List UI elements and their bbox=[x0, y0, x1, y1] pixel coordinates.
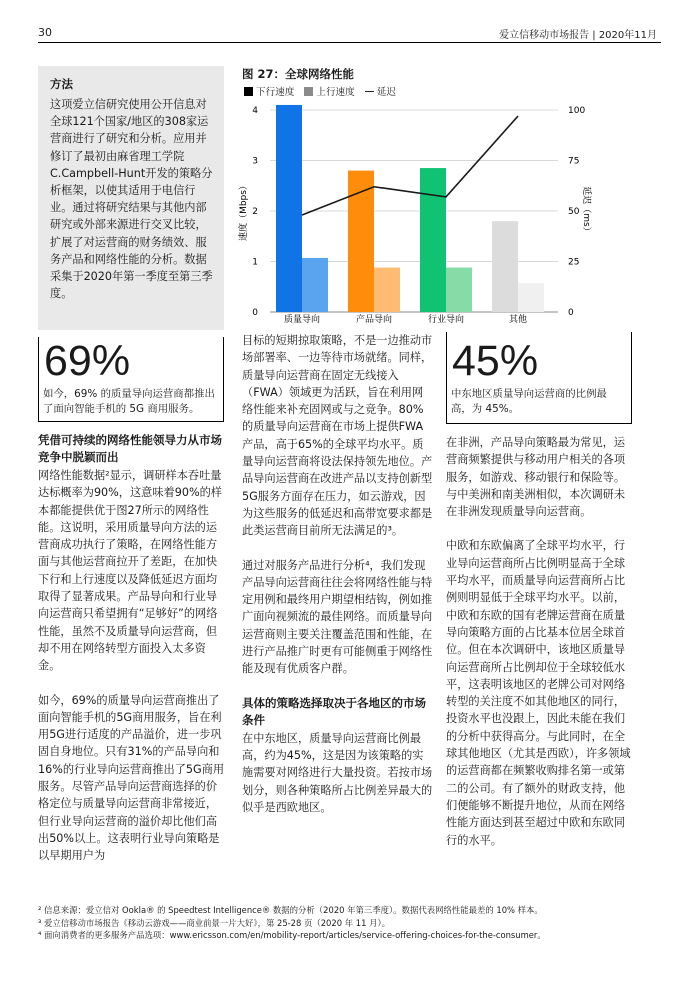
page-number: 30 bbox=[38, 26, 52, 39]
y2-tick-label: 0 bbox=[568, 308, 574, 318]
bar-downlink bbox=[276, 105, 302, 312]
x-tick-label: 质量导向 bbox=[283, 315, 321, 325]
header-rule bbox=[38, 42, 661, 43]
legend-item-latency bbox=[365, 84, 396, 98]
stat-value: 69% bbox=[44, 337, 131, 385]
network-performance-chart bbox=[232, 98, 592, 330]
legend-swatch bbox=[304, 87, 313, 96]
legend-label: 上行速度 bbox=[316, 87, 355, 98]
y2-tick-label: 50 bbox=[568, 207, 580, 217]
x-tick-label: 产品导向 bbox=[355, 315, 393, 325]
method-body: 这项爱立信研究使用公开信息对全球121个国家/地区的308家运营商进行了研究和分析。应用并修订了最初由麻省理工学院C.Campbell-Hunt开发的策略分析框架，以使其适用于电信行业。通过将研究结果与其他内部研究或外部来源进行交叉比较，扩展了对运营商的财务绩效、服务产品和网络性能的分析。数据采集于2020年第一季度至第三季度。 bbox=[50, 98, 213, 301]
footnotes bbox=[38, 904, 668, 942]
paragraph: 中欧和东欧偏离了全球平均水平，行业导向运营商所占比例明显高于全球平均水平，而质量导向运营商所占比例则明显低于全球平均水平。以前，中欧和东欧的国有老牌运营商在质量导向策略方面的占比基本位居全球首位。但在本次调研中，该地区质量导向运营商所占比例却位于全球较低水平，这表明该地区的老牌公司对网络转型的关注度不如其他地区的同行，投资水平也没跟上，因此未能在我们的分析中获得高分。与此同时，在全球其他地区（尤其是西欧），许多领域的运营商都在频繁收购排名第一或第二的公司。有了额外的财政支持，他们便能够不断提升地位，从而在网络性能方面达到甚至超过中欧和东欧同行的水平。 bbox=[446, 539, 631, 847]
y2-axis-label: 延迟（ms） bbox=[581, 186, 591, 236]
bar-uplink bbox=[446, 268, 472, 312]
stat-text: 中东地区质量导向运营商的比例最高，为 45%。 bbox=[451, 388, 607, 415]
column-middle bbox=[242, 332, 434, 833]
footnote-2: ² 信息来源：爱立信对 Ookla® 的 Speedtest Intelligence® 数据的分析（2020 年第三季度）。数据代表网络性能最差的 10% 样本。 bbox=[38, 905, 543, 915]
stat-callout-45 bbox=[446, 332, 632, 424]
column-left bbox=[38, 432, 226, 882]
footnote-4: ⁴ 面向消费者的更多服务产品选项：www.ericsson.com/en/mobility-report/articles/service-offering-choices-for-the-consumer。 bbox=[38, 930, 546, 940]
y-tick-label: 4 bbox=[252, 106, 258, 116]
column-right bbox=[446, 434, 636, 866]
bar-uplink bbox=[374, 268, 400, 312]
chart-title: 图 27：全球网络性能 bbox=[242, 67, 355, 81]
y-axis-label: 速度（Mbps） bbox=[239, 181, 249, 241]
y-tick-label: 1 bbox=[252, 257, 258, 268]
paragraph: 通过对服务产品进行分析⁴，我们发现产品导向运营商往往会将网络性能与特定用例和最终用户期望相结钩，例如推广面向视频流的最佳网络。而质量导向运营商则主要关注覆盖范围和性能，在进行产品推广时更有可能侧重于网络性能及现有优质客户群。 bbox=[242, 558, 433, 676]
paragraph: 网络性能数据²显示，调研样本吞吐量达标概率为90%，这意味着90%的样本都能提供优于图27所示的网络性能。这说明，采用质量导向方法的运营商成功执行了策略，在网络性能方面与其他运营商拉开了差距，在加快下行和上行速度以及降低延迟方面均取得了显著成果。产品导向和行业导向运营商只希望拥有“足够好”的网络性能，虽然不及质量导向运营商，但却不用在网络转型方面投入太多资金。 bbox=[38, 469, 222, 673]
legend-item-downlink bbox=[244, 84, 294, 98]
paragraph: 如今，69%的质量导向运营商推出了面向智能手机的5G商用服务，旨在利用5G进行适度的产品溢价，进一步巩固自身地位。只有31%的产品导向和16%的行业导向运营商推出了5G商用服务。尽管产品导向运营商选择的价格定位与质量导向运营商非常接近，但行业导向运营商的溢价却比他们高出50%以上。这表明行业导向策略是以早期用户为 bbox=[38, 693, 225, 863]
legend-label: 下行速度 bbox=[256, 87, 295, 98]
legend-label: 延迟 bbox=[376, 87, 396, 98]
y-tick-label: 3 bbox=[252, 156, 258, 167]
chart-legend bbox=[244, 84, 406, 98]
bar-downlink bbox=[420, 168, 446, 312]
bar-downlink bbox=[492, 221, 518, 312]
x-tick-label: 其他 bbox=[508, 315, 528, 325]
stat-callout-69 bbox=[38, 337, 224, 422]
legend-item-uplink bbox=[304, 84, 354, 98]
paragraph: 在非洲，产品导向策略最为常见，运营商频繁提供与移动用户相关的各项服务，如游戏、移动银行和保险等。与中美洲和南美洲相似，本次调研未在非洲发现质量导向运营商。 bbox=[446, 436, 626, 519]
stat-text: 如今，69% 的质量导向运营商都推出了面向智能手机的 5G 商用服务。 bbox=[43, 388, 215, 415]
latency-line bbox=[302, 116, 518, 215]
bar-uplink bbox=[518, 283, 544, 312]
method-box bbox=[38, 66, 224, 330]
stat-value: 45% bbox=[452, 337, 539, 385]
y-tick-label: 2 bbox=[252, 207, 258, 217]
paragraph: 目标的短期掠取策略，不是一边推动市场部署率、一边等待市场就绪。同样，质量导向运营商在固定无线接入（FWA）领域更为活跃，旨在利用网络性能来补充固网或与之竞争。80%的质量导向运营商在市场上提供FWA产品，高于65%的全球平均水平。质量导向运营商将设法保持领先地位。产品导向运营商在改进产品以支持创新型5G服务方面存在压力，如云游戏，因为这些服务的低延迟和高带宽要求都是此类运营商目前所无法满足的³。 bbox=[242, 334, 433, 538]
y2-tick-label: 100 bbox=[568, 106, 586, 116]
y2-tick-label: 25 bbox=[568, 257, 580, 268]
legend-line-swatch bbox=[365, 91, 374, 92]
method-heading: 方法 bbox=[50, 77, 73, 91]
paragraph: 在中东地区，质量导向运营商比例最高，约为45%，这是因为该策略的实施需要对网络进行大量投资。若按市场划分，则各种策略所占比例差异最大的似乎是西欧地区。 bbox=[242, 731, 433, 814]
section-heading-regional-strategy: 具体的策略选择取决于各地区的市场条件 bbox=[242, 695, 426, 727]
report-title: 爱立信移动市场报告 | 2020年11月 bbox=[499, 30, 657, 41]
bar-uplink bbox=[302, 258, 328, 312]
section-heading-network-leadership: 凭借可持续的网络性能领导力从市场竞争中脱颖而出 bbox=[38, 433, 222, 464]
y2-tick-label: 75 bbox=[568, 156, 580, 167]
footnote-3: ³ 爱立信移动市场报告《移动云游戏——商业前景一片大好》，第 25-28 页（2020 年 11 月）。 bbox=[38, 917, 390, 928]
y-tick-label: 0 bbox=[252, 308, 258, 318]
legend-swatch bbox=[244, 87, 253, 96]
x-tick-label: 行业导向 bbox=[427, 315, 465, 325]
